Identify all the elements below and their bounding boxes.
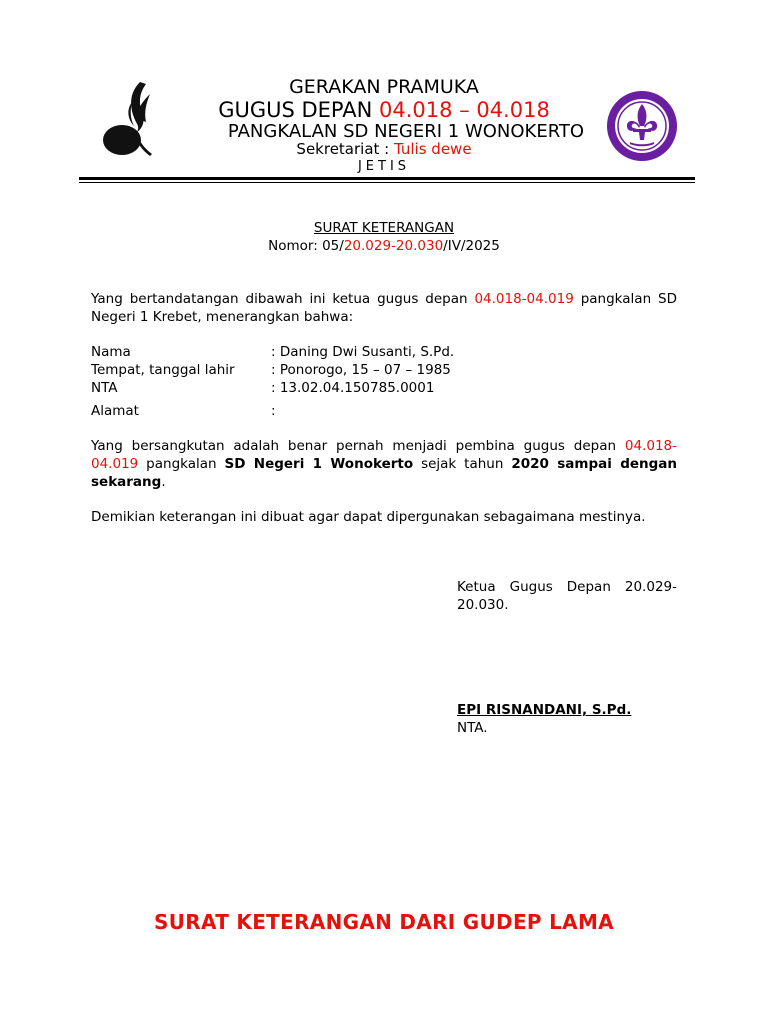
statement-school: SD Negeri 1 Wonokerto [224, 456, 414, 472]
sekretariat-value: Tulis dewe [394, 140, 472, 158]
field-value-alamat: : [271, 403, 276, 419]
sekretariat-line [0, 140, 768, 158]
district-name: JETIS [357, 159, 411, 174]
statement-paragraph [91, 437, 677, 491]
field-label-alamat: Alamat [91, 403, 139, 419]
field-label-nama: Nama [91, 344, 131, 360]
header-divider-thick [79, 177, 695, 180]
gudep-number: 04.018 – 04.018 [379, 98, 550, 122]
signatory-nta: NTA. [457, 720, 488, 736]
field-value-nama: : Daning Dwi Susanti, S.Pd. [271, 344, 455, 360]
pangkalan-heading: PANGKALAN SD NEGERI 1 WONOKERTO [227, 121, 585, 142]
intro-text-a: Yang bertandatangan dibawah ini ketua gugus depan [91, 291, 475, 307]
field-label-ttl: Tempat, tanggal lahir [91, 362, 235, 378]
sekretariat-label: Sekretariat : [296, 140, 394, 158]
letter-number [0, 238, 768, 254]
statement-text-a: Yang bersangkutan adalah benar pernah menjadi pembina gugus depan [91, 438, 625, 454]
statement-text-c: sejak tahun [413, 456, 512, 472]
field-value-ttl: : Ponorogo, 15 – 07 – 1985 [271, 362, 451, 378]
intro-code: 04.018-04.019 [474, 291, 574, 307]
intro-paragraph [91, 290, 677, 326]
header-divider-thin [79, 182, 695, 183]
statement-period: 2020 sampai dengan sekarang [91, 456, 678, 490]
closing-paragraph: Demikian keterangan ini dibuat agar dapat dipergunakan sebagaimana mestinya. [91, 509, 646, 525]
signatory-name: EPI RISNANDANI, S.Pd. [457, 702, 632, 718]
gudep-heading [0, 97, 768, 123]
letter-title: SURAT KETERANGAN [313, 220, 455, 236]
statement-text-b: pangkalan [138, 456, 225, 472]
gudep-prefix: GUGUS DEPAN [218, 98, 379, 122]
intro-text-b: pangkalan SD Negeri 1 Krebet, menerangkan bahwa: [91, 291, 677, 325]
statement-end: . [161, 474, 166, 490]
signature-role: Ketua Gugus Depan 20.029-20.030. [457, 579, 677, 613]
nomor-prefix: Nomor: 05/ [268, 238, 344, 254]
organization-name: GERAKAN PRAMUKA [289, 76, 479, 98]
statement-code: 04.018-04.019 [91, 438, 677, 472]
nomor-code: 20.029-20.030 [343, 238, 444, 254]
field-label-nta: NTA [91, 380, 118, 396]
field-value-nta: : 13.02.04.150785.0001 [271, 380, 435, 396]
nomor-suffix: /IV/2025 [443, 238, 500, 254]
footer-caption: SURAT KETERANGAN DARI GUDEP LAMA [154, 910, 614, 934]
